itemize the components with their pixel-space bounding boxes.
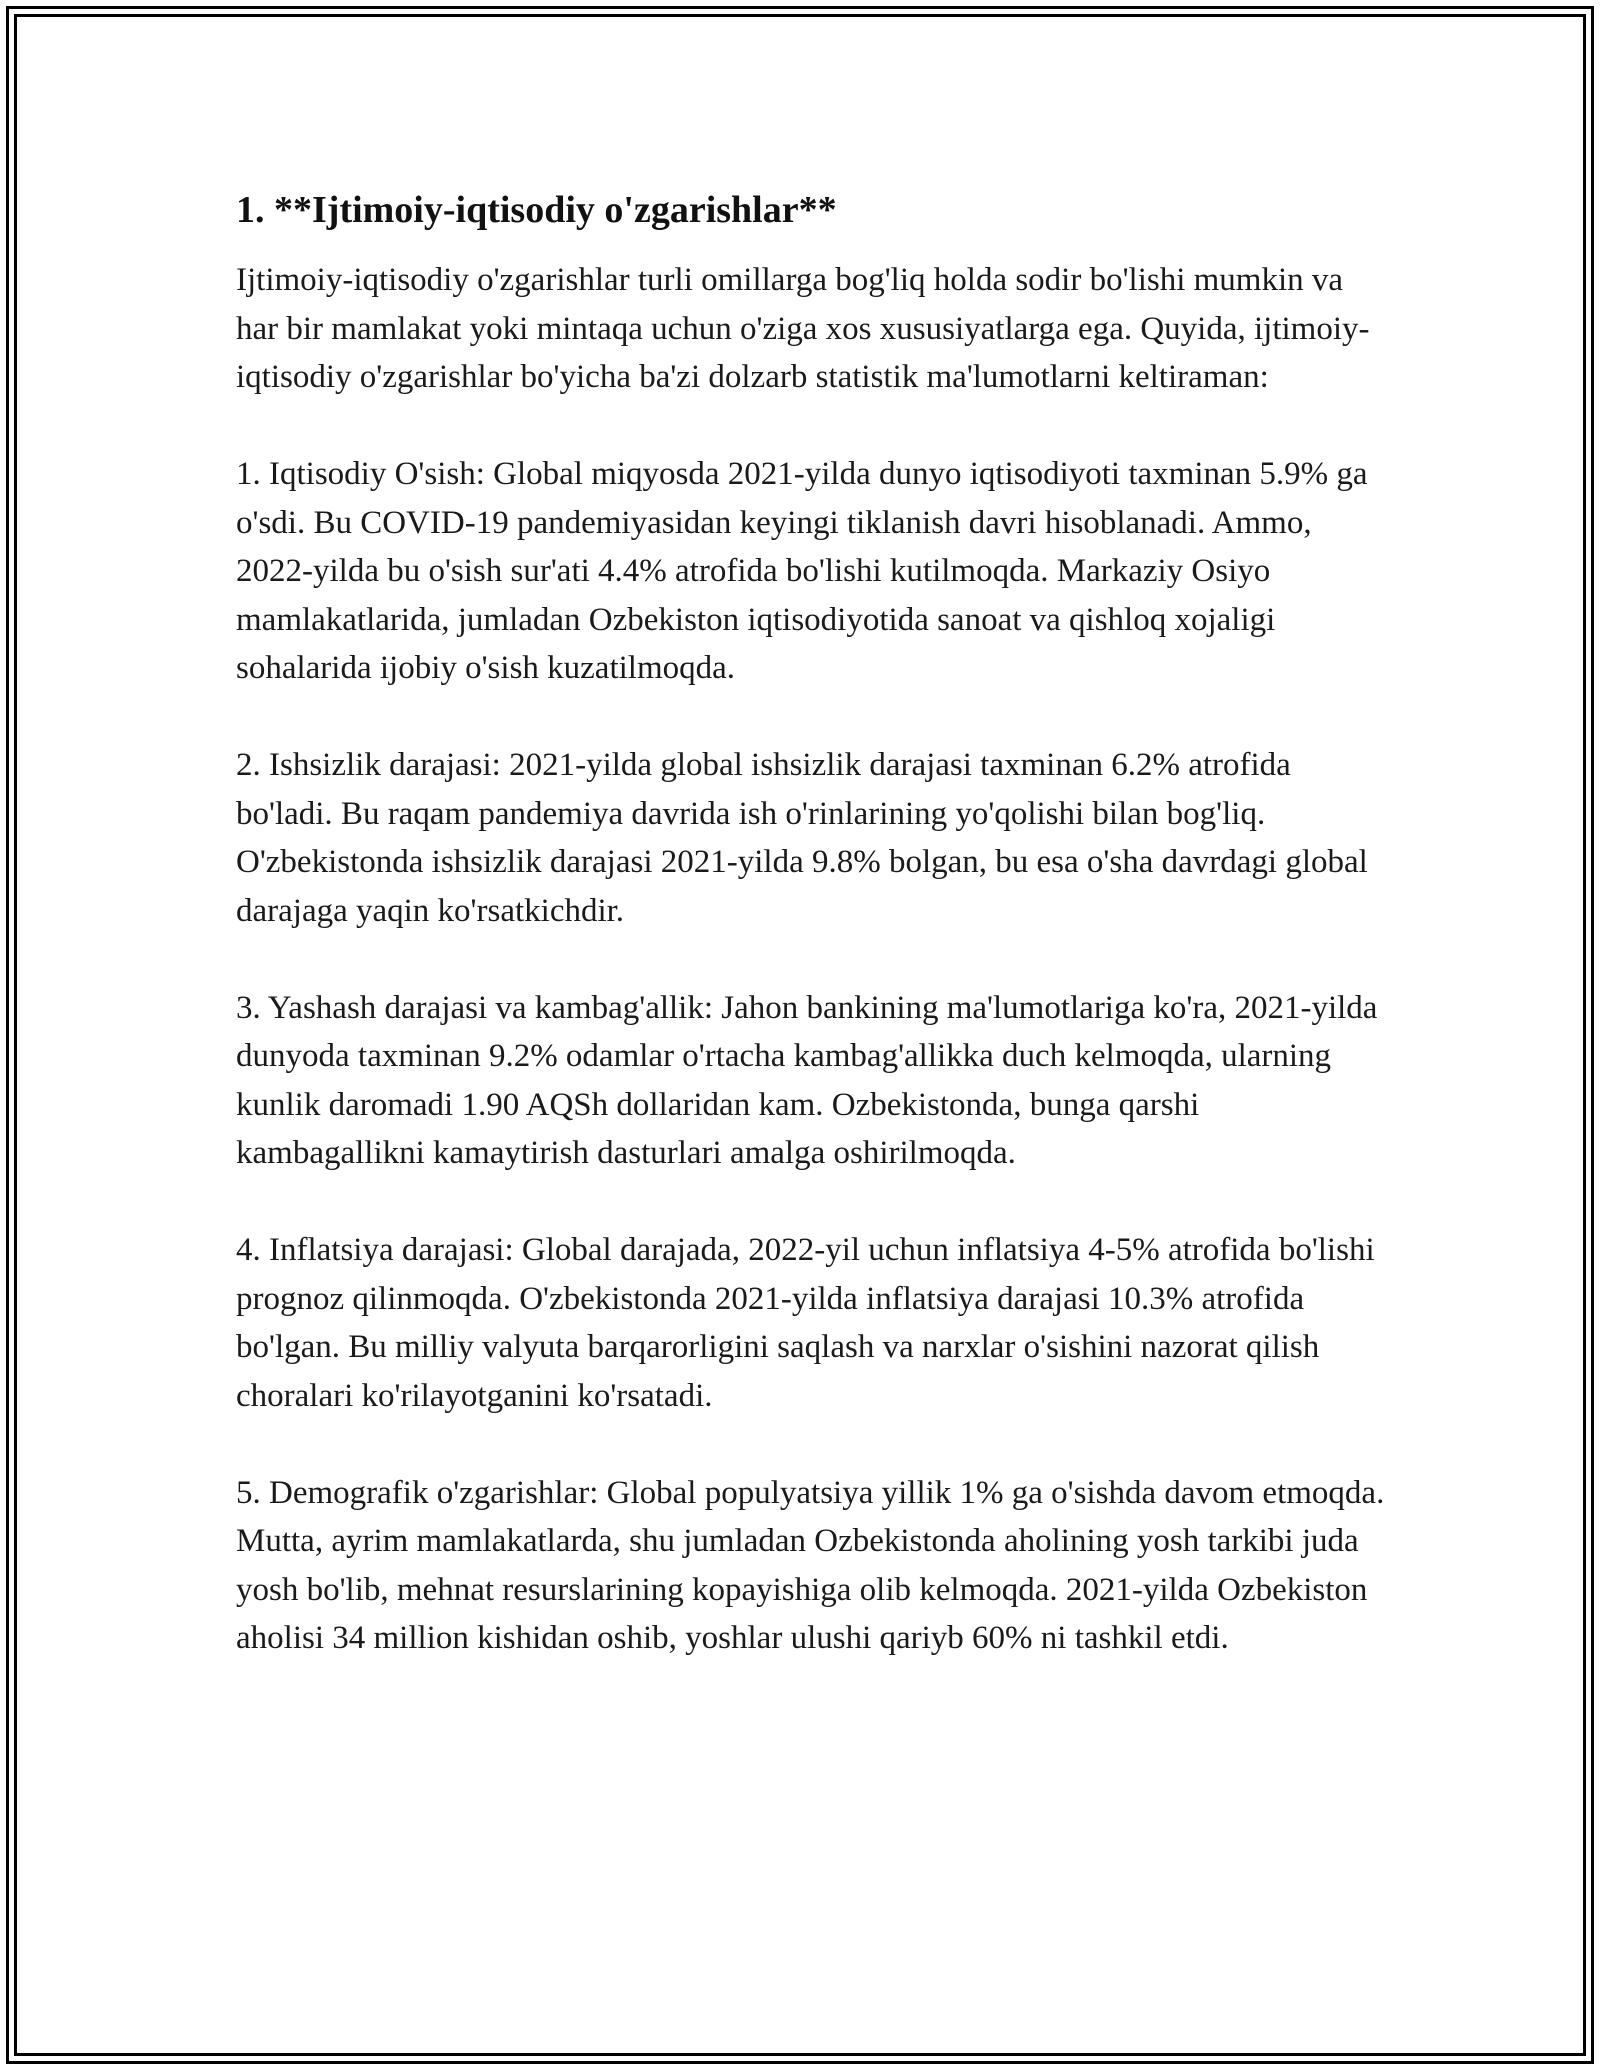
paragraph-economic-growth: 1. Iqtisodiy O'sish: Global miqyosda 2021-yilda dunyo iqtisodiyoti taxminan 5.9% ga o'sdi. Bu COVID-19 pandemiyasidan keyingi tiklanish davri hisoblanadi. Ammo, 2022-yilda bu o'sish sur'ati 4.4% atrofida bo'lishi kutilmoqda. Markaziy Osiyo mamlakatlarida, jumladan Ozbekiston iqtisodiyotida sanoat va qishloq xojaligi sohalarida ijobiy o'sish kuzatilmoqda. <box>236 456 1368 686</box>
paragraph-unemployment: 2. Ishsizlik darajasi: 2021-yilda global ishsizlik darajasi taxminan 6.2% atrofida bo'ladi. Bu raqam pandemiya davrida ish o'rinlarining yo'qolishi bilan bog'liq. O'zbekistonda ishsizlik darajasi 2021-yilda 9.8% bolgan, bu esa o'sha davrdagi global darajaga yaqin ko'rsatkichdir. <box>236 747 1368 929</box>
paragraph-demographics: 5. Demografik o'zgarishlar: Global populyatsiya yillik 1% ga o'sishda davom etmoqda. Mutta, ayrim mamlakatlarda, shu jumladan Ozbekistonda aholining yosh tarkibi juda yosh bo'lib, mehnat resurslarining kopayishiga olib kelmoqda. 2021-yilda Ozbekiston aholisi 34 million kishidan oshib, yoshlar ulushi qariyb 60% ni tashkil etdi. <box>236 1474 1385 1656</box>
document-body <box>236 186 1386 1663</box>
paragraph-poverty: 3. Yashash darajasi va kambag'allik: Jahon bankining ma'lumotlariga ko'ra, 2021-yilda dunyoda taxminan 9.2% odamlar o'rtacha kambag'allikka duch kelmoqda, ularning kunlik daromadi 1.90 AQSh dollaridan kam. Ozbekistonda, bunga qarshi kambagallikni kamaytirish dasturlari amalga oshirilmoqda. <box>236 989 1378 1171</box>
intro-paragraph: Ijtimoiy-iqtisodiy o'zgarishlar turli omillarga bog'liq holda sodir bo'lishi mumkin va har bir mamlakat yoki mintaqa uchun o'ziga xos xususiyatlarga ega. Quyida, ijtimoiy-iqtisodiy o'zgarishlar bo'yicha ba'zi dolzarb statistik ma'lumotlarni keltiraman: <box>236 262 1370 395</box>
paragraph-inflation: 4. Inflatsiya darajasi: Global darajada, 2022-yil uchun inflatsiya 4-5% atrofida bo'lishi prognoz qilinmoqda. O'zbekistonda 2021-yilda inflatsiya darajasi 10.3% atrofida bo'lgan. Bu milliy valyuta barqarorligini saqlash va narxlar o'sishini nazorat qilish choralari ko'rilayotganini ko'rsatadi. <box>236 1232 1375 1414</box>
section-heading: 1. **Ijtimoiy-iqtisodiy o'zgarishlar** <box>236 189 837 231</box>
